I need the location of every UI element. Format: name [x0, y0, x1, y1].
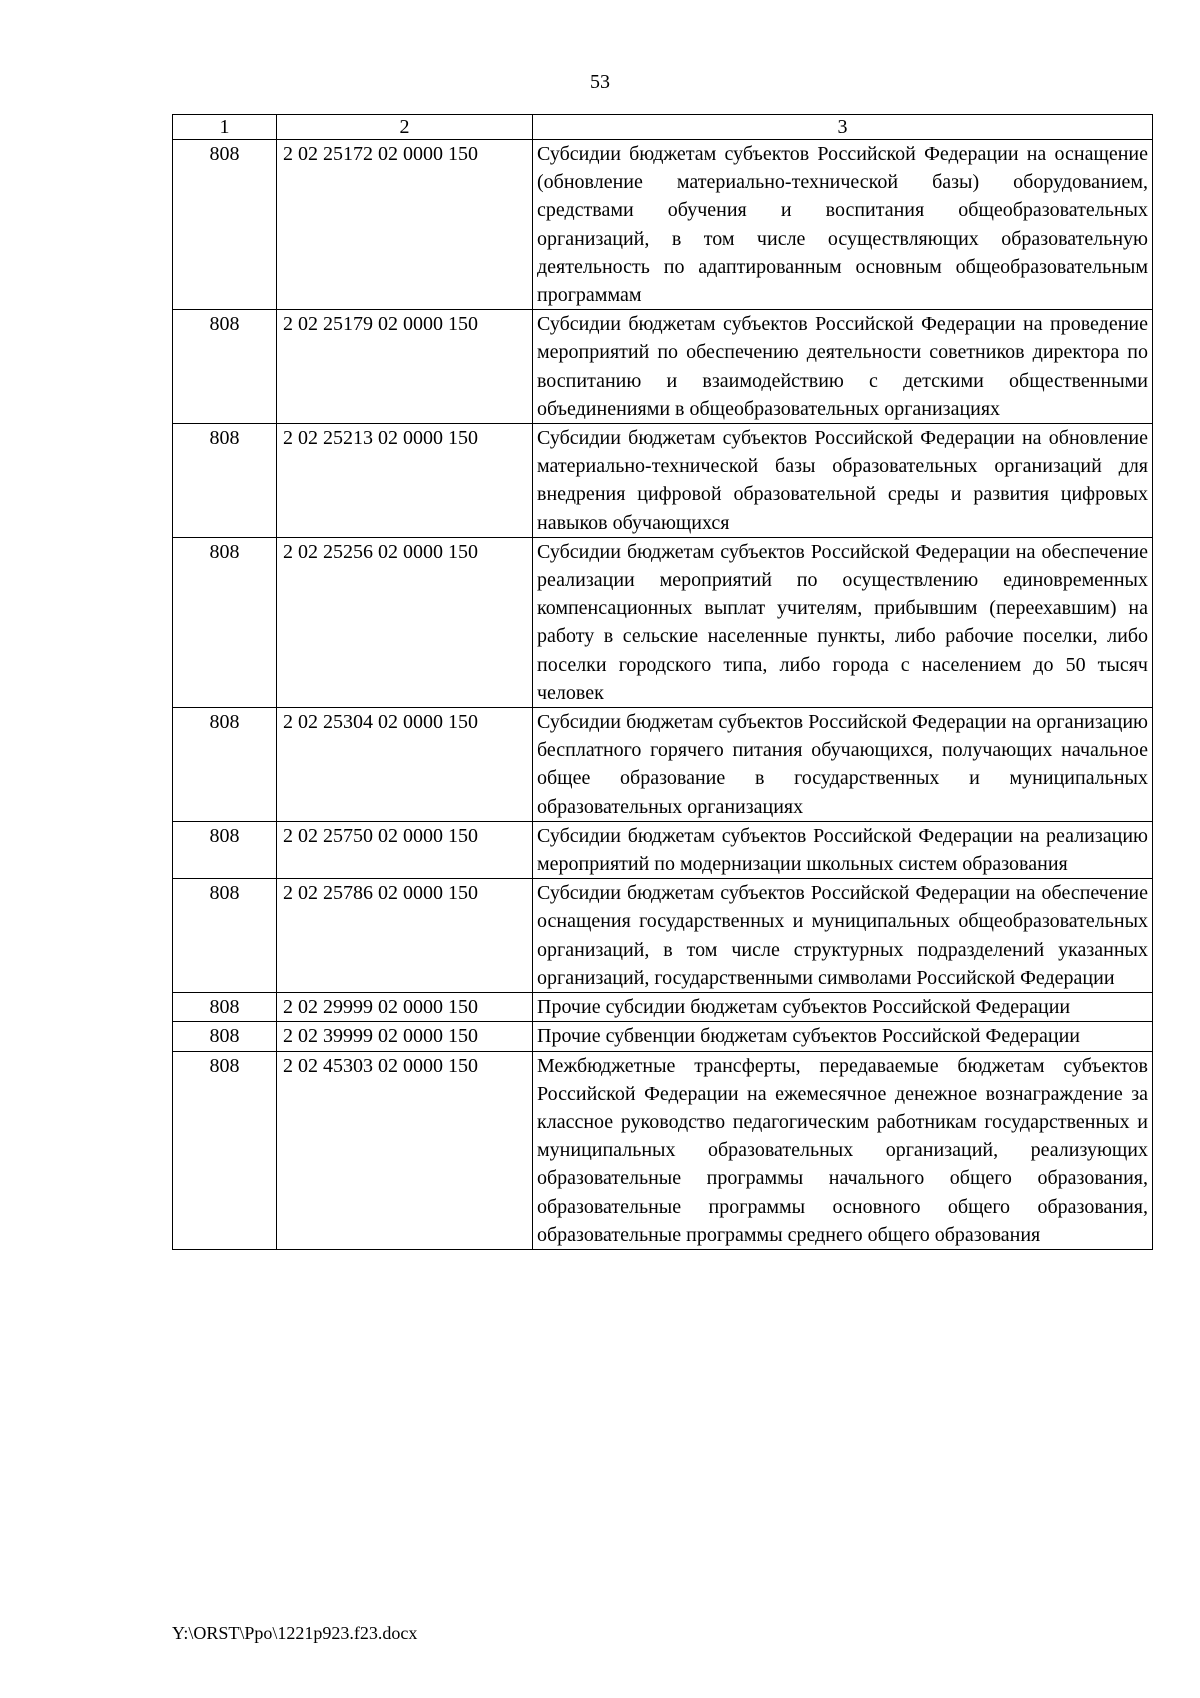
column-header-3: 3 [533, 115, 1153, 140]
budget-code-cell: 2 02 29999 02 0000 150 [277, 993, 533, 1022]
admin-code-cell: 808 [173, 1051, 277, 1249]
admin-code-cell: 808 [173, 821, 277, 878]
description-cell: Прочие субвенции бюджетам субъектов Российской Федерации [533, 1022, 1153, 1051]
budget-code-cell: 2 02 39999 02 0000 150 [277, 1022, 533, 1051]
column-header-1: 1 [173, 115, 277, 140]
description-cell: Субсидии бюджетам субъектов Российской Федерации на обеспечение реализации мероприятий по осуществлению единовременных компенсационных выплат учителям, прибывшим (переехавшим) на работу в сельские населенные пункты, либо рабочие поселки, либо поселки городского типа, либо города с населением до 50 тысяч человек [533, 537, 1153, 707]
description-cell: Субсидии бюджетам субъектов Российской Федерации на реализацию мероприятий по модернизации школьных систем образования [533, 821, 1153, 878]
budget-code-cell: 2 02 25213 02 0000 150 [277, 424, 533, 538]
column-header-2: 2 [277, 115, 533, 140]
table-row [173, 537, 1153, 707]
budget-code-cell: 2 02 25750 02 0000 150 [277, 821, 533, 878]
admin-code-cell: 808 [173, 1022, 277, 1051]
footer-file-path: Y:\ORST\Ppo\1221p923.f23.docx [172, 1623, 418, 1643]
description-cell: Субсидии бюджетам субъектов Российской Федерации на обновление материально-технической базы образовательных организаций для внедрения цифровой образовательной среды и развития цифровых навыков обучающихся [533, 424, 1153, 538]
budget-code-cell: 2 02 25179 02 0000 150 [277, 310, 533, 424]
admin-code-cell: 808 [173, 424, 277, 538]
description-cell: Прочие субсидии бюджетам субъектов Российской Федерации [533, 993, 1153, 1022]
admin-code-cell: 808 [173, 993, 277, 1022]
budget-code-cell: 2 02 45303 02 0000 150 [277, 1051, 533, 1249]
admin-code-cell: 808 [173, 708, 277, 822]
table-row [173, 424, 1153, 538]
table-row [173, 993, 1153, 1022]
budget-code-cell: 2 02 25256 02 0000 150 [277, 537, 533, 707]
description-cell: Субсидии бюджетам субъектов Российской Федерации на оснащение (обновление материально-технической базы) оборудованием, средствами обучения и воспитания общеобразовательных организаций, в том числе осуществляющих образовательную деятельность по адаптированным основным общеобразовательным программам [533, 140, 1153, 310]
table-row [173, 708, 1153, 822]
budget-code-cell: 2 02 25172 02 0000 150 [277, 140, 533, 310]
table-row [173, 1022, 1153, 1051]
table-row [173, 140, 1153, 310]
admin-code-cell: 808 [173, 140, 277, 310]
budget-codes-table [172, 114, 1153, 1250]
budget-code-cell: 2 02 25304 02 0000 150 [277, 708, 533, 822]
table-row [173, 1051, 1153, 1249]
admin-code-cell: 808 [173, 537, 277, 707]
table-row [173, 879, 1153, 993]
description-cell: Межбюджетные трансферты, передаваемые бюджетам субъектов Российской Федерации на ежемесячное денежное вознаграждение за классное руководство педагогическим работникам государственных и муниципальных образовательных организаций, реализующих образовательные программы начального общего образования, образовательные программы основного общего образования, образовательные программы среднего общего образования [533, 1051, 1153, 1249]
table-row [173, 310, 1153, 424]
page-number: 53 [590, 71, 610, 93]
description-cell: Субсидии бюджетам субъектов Российской Федерации на проведение мероприятий по обеспечению деятельности советников директора по воспитанию и взаимодействию с детскими общественными объединениями в общеобразовательных организациях [533, 310, 1153, 424]
table-header-row [173, 115, 1153, 140]
table-row [173, 821, 1153, 878]
admin-code-cell: 808 [173, 310, 277, 424]
admin-code-cell: 808 [173, 879, 277, 993]
budget-code-cell: 2 02 25786 02 0000 150 [277, 879, 533, 993]
description-cell: Субсидии бюджетам субъектов Российской Федерации на организацию бесплатного горячего питания обучающихся, получающих начальное общее образование в государственных и муниципальных образовательных организациях [533, 708, 1153, 822]
description-cell: Субсидии бюджетам субъектов Российской Федерации на обеспечение оснащения государственных и муниципальных общеобразовательных организаций, в том числе структурных подразделений указанных организаций, государственными символами Российской Федерации [533, 879, 1153, 993]
